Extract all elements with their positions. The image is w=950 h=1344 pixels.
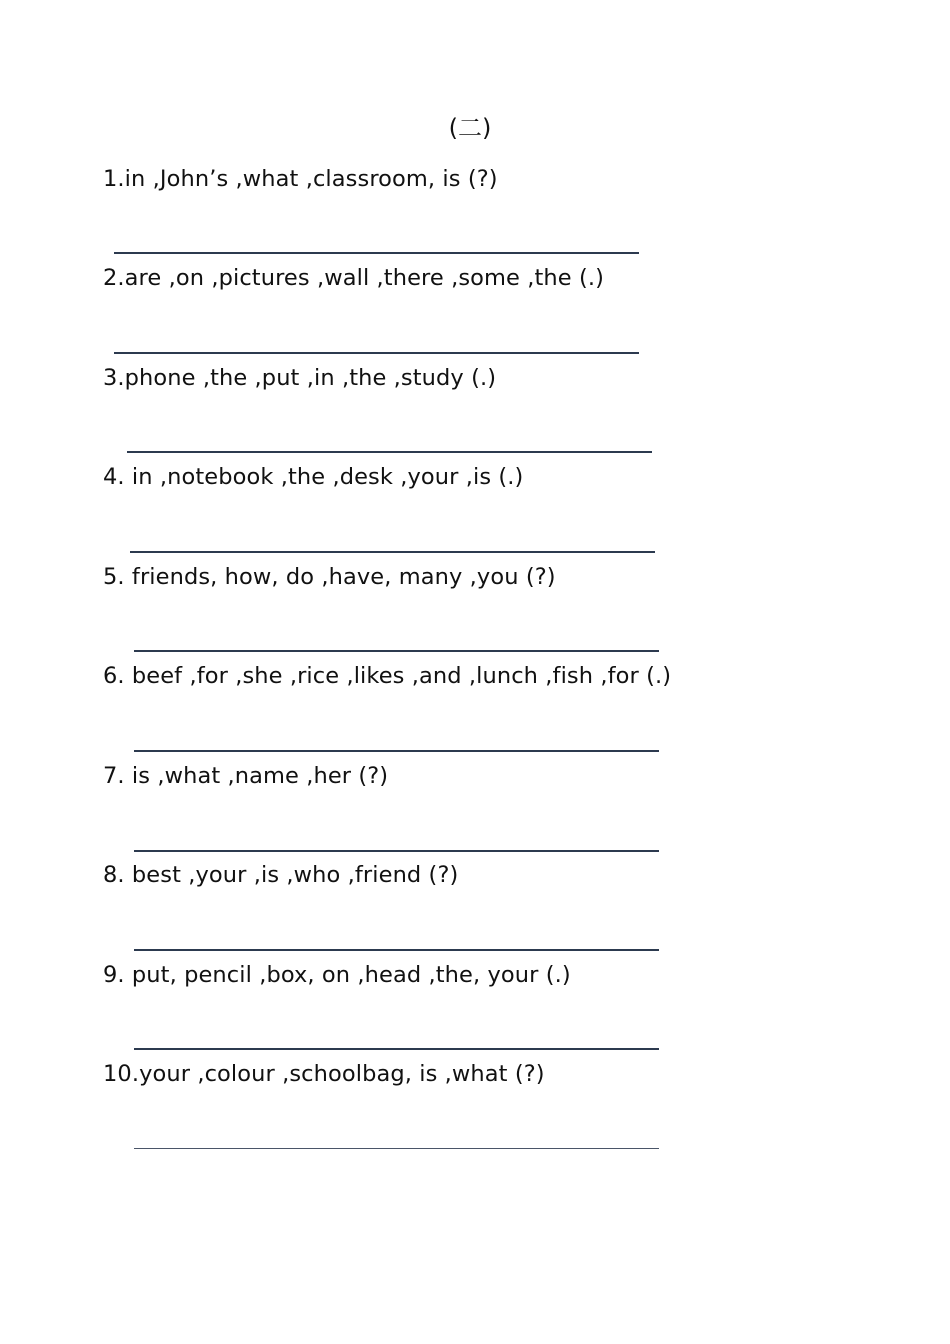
question-7: 7. is ,what ,name ,her (?) bbox=[103, 763, 389, 789]
question-9: 9. put, pencil ,box, on ,head ,the, your (.) bbox=[103, 962, 571, 988]
question-6: 6. beef ,for ,she ,rice ,likes ,and ,lunch ,fish ,for (.) bbox=[103, 663, 672, 689]
answer-line-3[interactable] bbox=[127, 451, 652, 453]
answer-line-4[interactable] bbox=[130, 551, 655, 553]
answer-line-2[interactable] bbox=[114, 352, 639, 354]
question-10: 10.your ,colour ,schoolbag, is ,what (?) bbox=[103, 1061, 545, 1087]
answer-line-6[interactable] bbox=[134, 750, 659, 752]
question-8: 8. best ,your ,is ,who ,friend (?) bbox=[103, 862, 459, 888]
answer-line-7[interactable] bbox=[134, 850, 659, 852]
answer-line-8[interactable] bbox=[134, 949, 659, 951]
question-5: 5. friends, how, do ,have, many ,you (?) bbox=[103, 564, 556, 590]
question-3: 3.phone ,the ,put ,in ,the ,study (.) bbox=[103, 365, 497, 391]
answer-line-1[interactable] bbox=[114, 252, 639, 254]
question-4: 4. in ,notebook ,the ,desk ,your ,is (.) bbox=[103, 464, 524, 490]
answer-line-5[interactable] bbox=[134, 650, 659, 652]
section-title: (二) bbox=[448, 114, 492, 142]
answer-line-10[interactable] bbox=[134, 1148, 659, 1149]
question-2: 2.are ,on ,pictures ,wall ,there ,some ,the (.) bbox=[103, 265, 604, 291]
answer-line-9[interactable] bbox=[134, 1048, 659, 1050]
question-1: 1.in ,John’s ,what ,classroom, is (?) bbox=[103, 166, 498, 192]
